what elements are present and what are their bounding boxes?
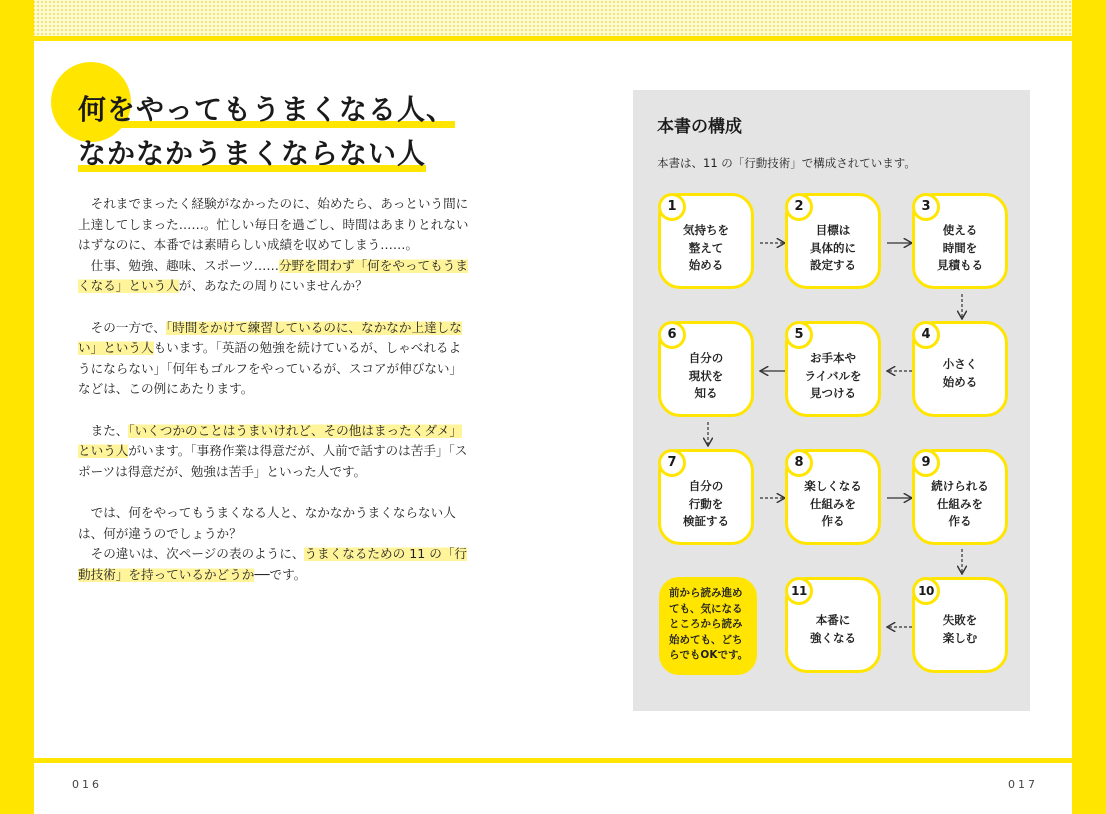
heading-line-1-text: 何をやってもうまくなる人、: [78, 93, 456, 126]
step-9: [912, 449, 1008, 545]
paragraph-6-highlight: うまくなるための 11 の「行動技術」を持っているかどうか: [78, 546, 468, 582]
paragraph-5-text: では、何をやってもうまくなる人と、なかなかうまくならない人は、何が違うのでしょうか？: [78, 504, 456, 541]
step-number: 1: [658, 193, 686, 221]
step-number: 6: [658, 321, 686, 349]
step-number: 3: [912, 193, 940, 221]
heading-line-2-text: なかなかうまくならない人: [78, 137, 427, 170]
step-5: [785, 321, 881, 417]
step-6: [658, 321, 754, 417]
paragraph-6-text-c: ──です。: [254, 566, 307, 582]
step-7: [658, 449, 754, 545]
step-3: [912, 193, 1008, 289]
step-10: [912, 577, 1008, 673]
paragraph-4-text-c: がいます。「事務作業は得意だが、人前で話すのは苦手」「スポーツは得意だが、勉強は苦手」といった人です。: [78, 443, 468, 479]
step-label: 気持ちを 整えて 始める: [683, 223, 729, 272]
step-8: [785, 449, 881, 545]
step-number: 8: [785, 449, 813, 477]
step-number: 2: [785, 193, 813, 221]
panel-subtitle: 本書は、11 の「行動技術」で構成されています。: [657, 156, 916, 170]
paragraph-3-text-c: もいます。「英語の勉強を続けているが、しゃべれるようにならない」「何年もゴルフをやっているが、スコアが伸びない」などは、この例にあたります。: [78, 340, 463, 397]
paragraph-4-highlight: 「いくつかのことはうまいけれど、その他はまったくダメ」という人: [78, 422, 463, 459]
step-label: 失敗を 楽しむ: [942, 613, 978, 645]
paragraph-3-highlight: 「時間をかけて練習しているのに、なかなか上達しない」という人: [78, 319, 462, 356]
paragraph-6-text-a: その違いは、次ページの表のように、: [90, 546, 305, 562]
step-11: [785, 577, 881, 673]
page-number-right: 017: [1008, 778, 1038, 791]
paragraph-3-text-a: その一方で、: [90, 319, 166, 335]
step-number: 5: [785, 321, 813, 349]
step-label: 使える 時間を 見積もる: [937, 223, 983, 272]
step-label: 自分の 現状を 知る: [688, 351, 724, 400]
step-label: 目標は 具体的に 設定する: [810, 223, 856, 272]
step-label: 続けられる 仕組みを 作る: [931, 479, 989, 528]
reading-note-text: 前から読み進めても、気になるところから読み始めても、どちらでもOKです。: [669, 587, 749, 661]
step-number: 7: [658, 449, 686, 477]
step-1: [658, 193, 754, 289]
step-label: 本番に 強くなる: [810, 613, 856, 645]
step-label: お手本や ライバルを 見つける: [804, 351, 862, 400]
paragraph-2-highlight: 分野を問わず「何をやってもうまくなる」という人: [78, 257, 468, 294]
page-number-left: 016: [72, 778, 102, 791]
step-number: 10: [912, 577, 940, 605]
step-number: 4: [912, 321, 940, 349]
paragraph-2-text-a: 仕事、勉強、趣味、スポーツ……: [90, 257, 279, 273]
reading-note: [659, 577, 757, 675]
paragraph-1-text: それまでまったく経験がなかったのに、始めたら、あっという間に上達してしまった……。忙しい毎日を過ごし、時間はあまりとれないはずなのに、本番では素晴らしい成績を収めてしまう……。: [78, 196, 469, 253]
step-4: [912, 321, 1008, 417]
paragraph-2-text-c: が、あなたの周りにいませんか？: [178, 278, 368, 294]
step-label: 小さく 始める: [942, 357, 978, 389]
step-label: 自分の 行動を 検証する: [683, 479, 729, 528]
step-2: [785, 193, 881, 289]
step-number: 9: [912, 449, 940, 477]
step-label: 楽しくなる 仕組みを 作る: [804, 479, 862, 528]
panel-title: 本書の構成: [657, 117, 742, 137]
step-number: 11: [785, 577, 813, 605]
paragraph-4-text-a: また、: [90, 422, 129, 438]
